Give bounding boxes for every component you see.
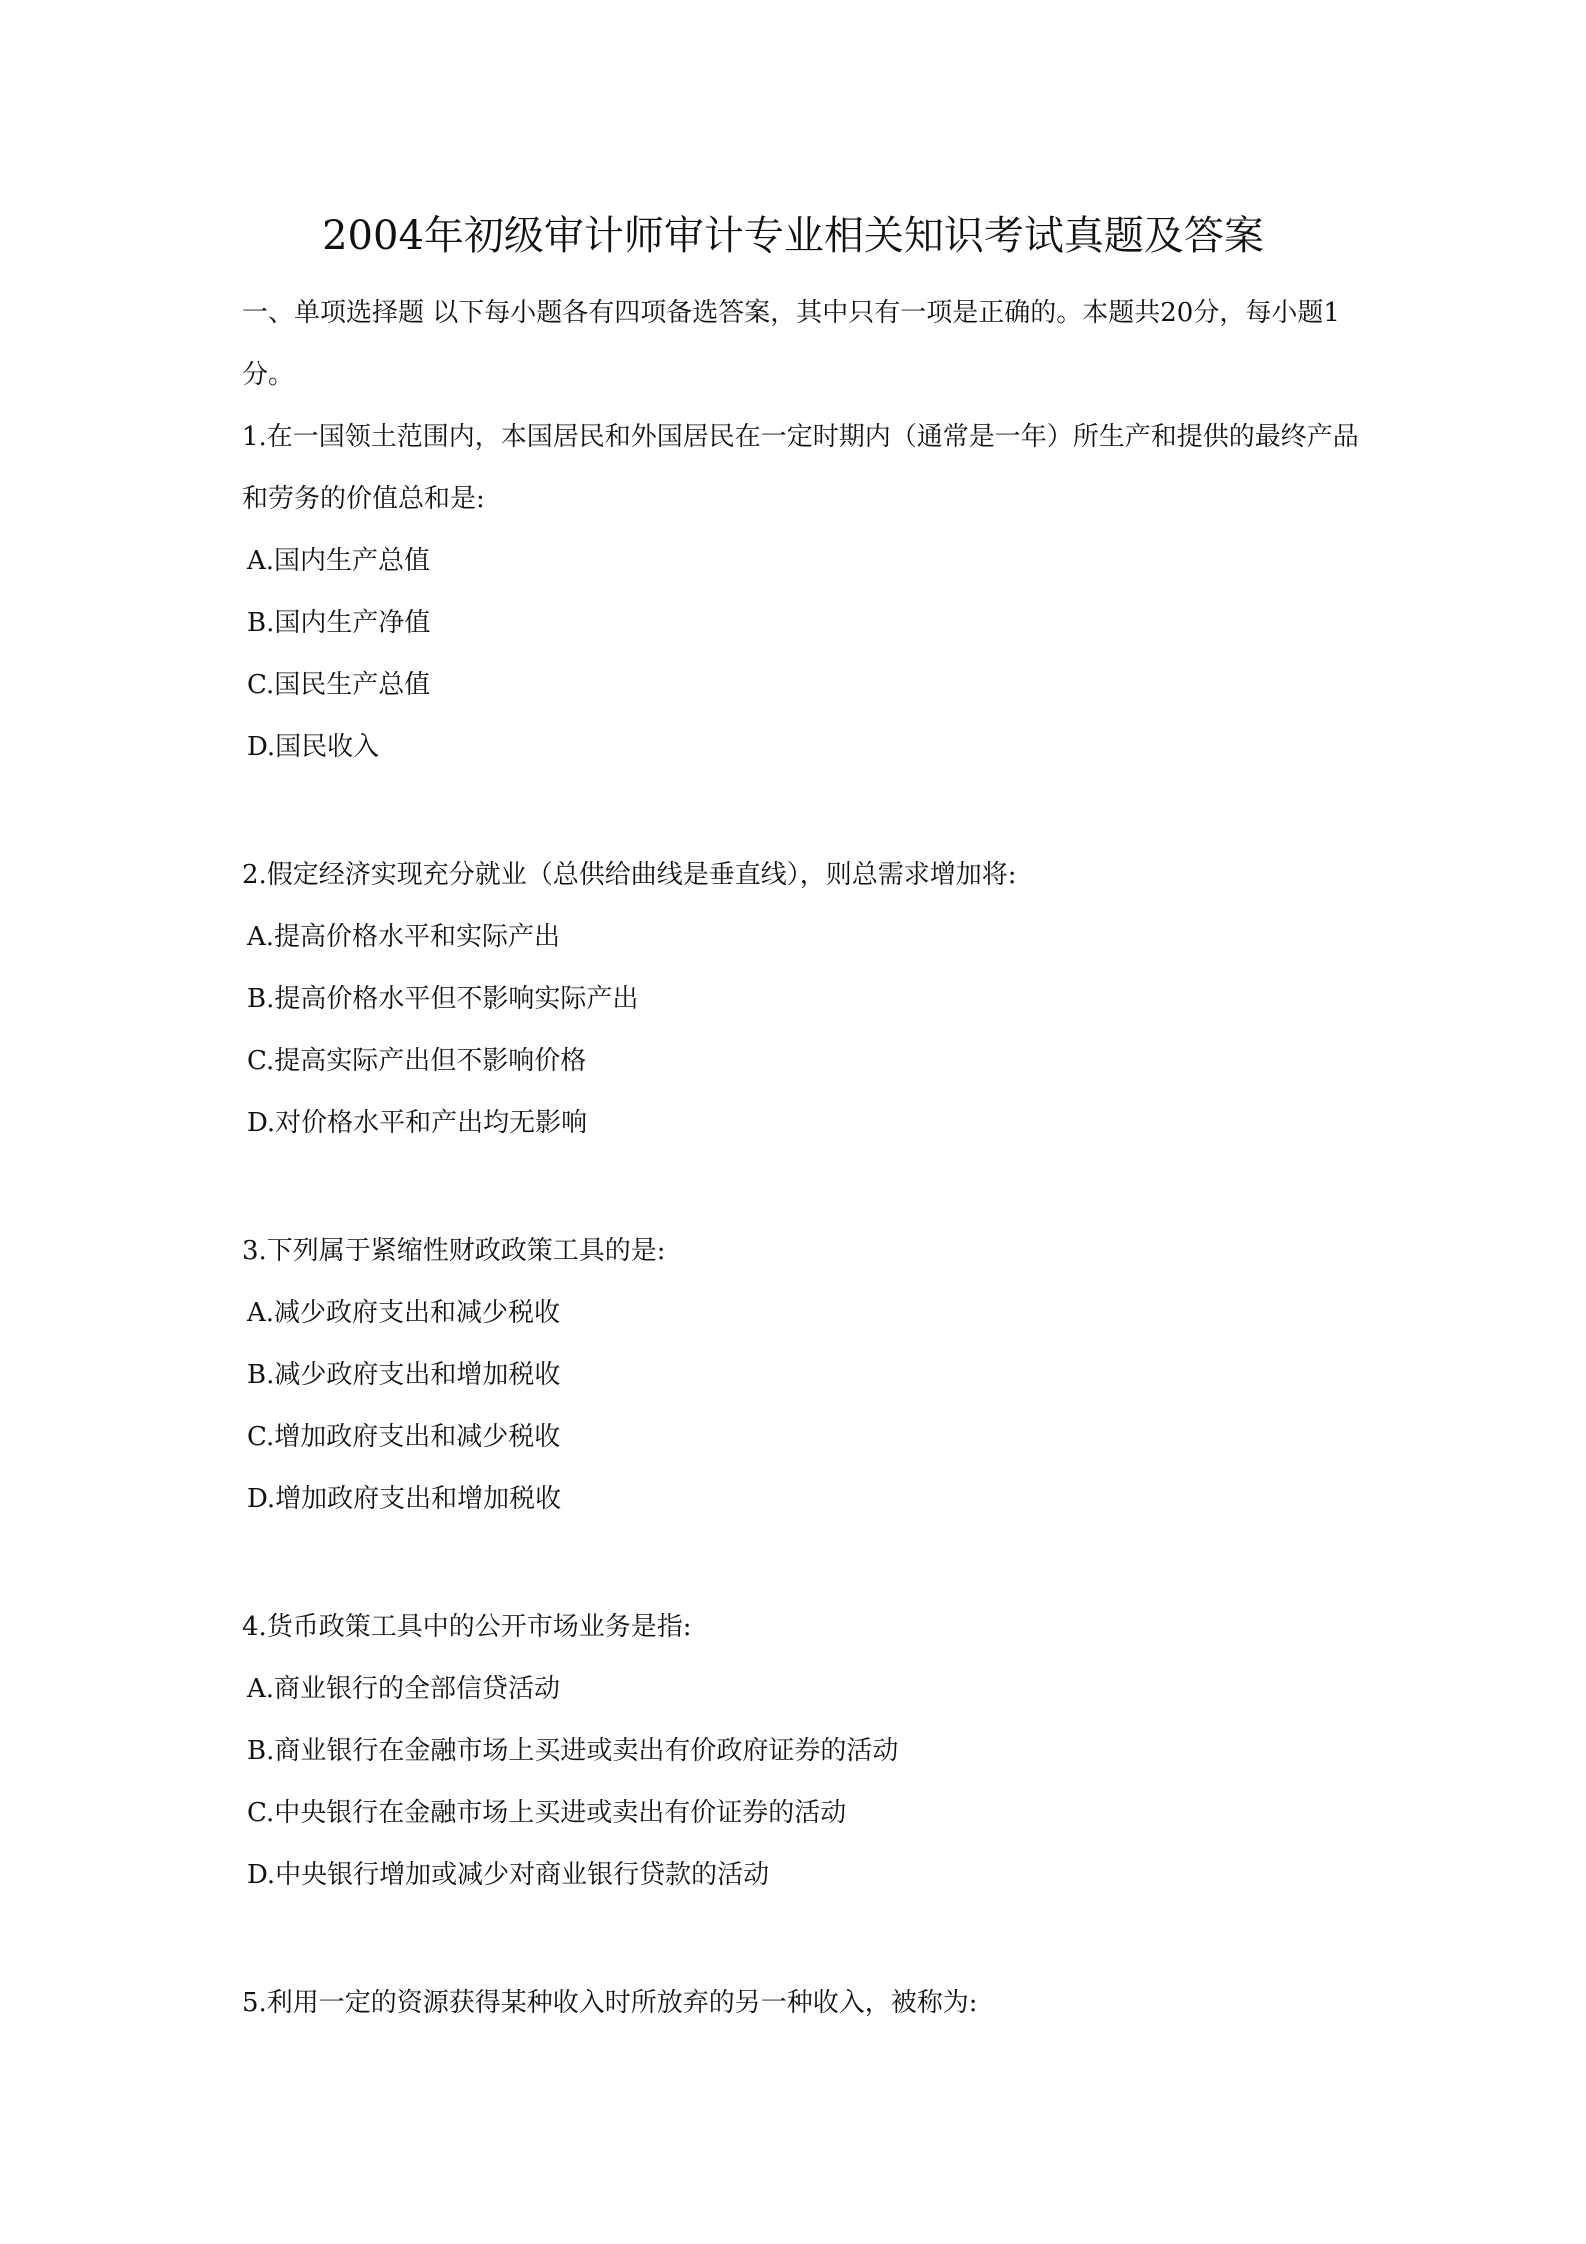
- option-a: A.国内生产总值: [247, 546, 431, 576]
- question-1: [242, 406, 1364, 778]
- question-2: [242, 844, 1364, 1154]
- option-b: B.提高价格水平但不影响实际产出: [247, 984, 639, 1014]
- option-d: D.对价格水平和产出均无影响: [247, 1108, 588, 1138]
- option-d: D.增加政府支出和增加税收: [247, 1484, 562, 1514]
- option-d: D.国民收入: [247, 732, 380, 762]
- question-stem: 5.利用一定的资源获得某种收入时所放弃的另一种收入，被称为:: [242, 1988, 978, 2018]
- question-3: [242, 1220, 1364, 1530]
- option-a: A.提高价格水平和实际产出: [247, 922, 561, 952]
- option-d: D.中央银行增加或减少对商业银行贷款的活动: [247, 1860, 770, 1890]
- section-intro: 一、单项选择题 以下每小题各有四项备选答案，其中只有一项是正确的。本题共20分，每小题1分。: [242, 298, 1340, 390]
- question-stem: 4.货币政策工具中的公开市场业务是指:: [242, 1612, 692, 1642]
- option-b: B.减少政府支出和增加税收: [247, 1360, 561, 1390]
- option-b: B.国内生产净值: [247, 608, 431, 638]
- option-c: C.国民生产总值: [247, 670, 431, 700]
- question-stem: 2.假定经济实现充分就业（总供给曲线是垂直线），则总需求增加将:: [242, 860, 1017, 890]
- option-c: C.增加政府支出和减少税收: [247, 1422, 561, 1452]
- document-title: 2004年初级审计师审计专业相关知识考试真题及答案: [322, 213, 1264, 259]
- question-5: [242, 1972, 1364, 2034]
- question-stem: 3.下列属于紧缩性财政政策工具的是:: [242, 1236, 666, 1266]
- question-stem: 1.在一国领土范围内，本国居民和外国居民在一定时期内（通常是一年）所生产和提供的最终产品和劳务的价值总和是:: [242, 422, 1359, 514]
- option-a: A.商业银行的全部信贷活动: [247, 1674, 561, 1704]
- option-a: A.减少政府支出和减少税收: [247, 1298, 561, 1328]
- option-b: B.商业银行在金融市场上买进或卖出有价政府证券的活动: [247, 1736, 899, 1766]
- question-4: [242, 1596, 1364, 1906]
- option-c: C.提高实际产出但不影响价格: [247, 1046, 587, 1076]
- option-c: C.中央银行在金融市场上买进或卖出有价证券的活动: [247, 1798, 847, 1828]
